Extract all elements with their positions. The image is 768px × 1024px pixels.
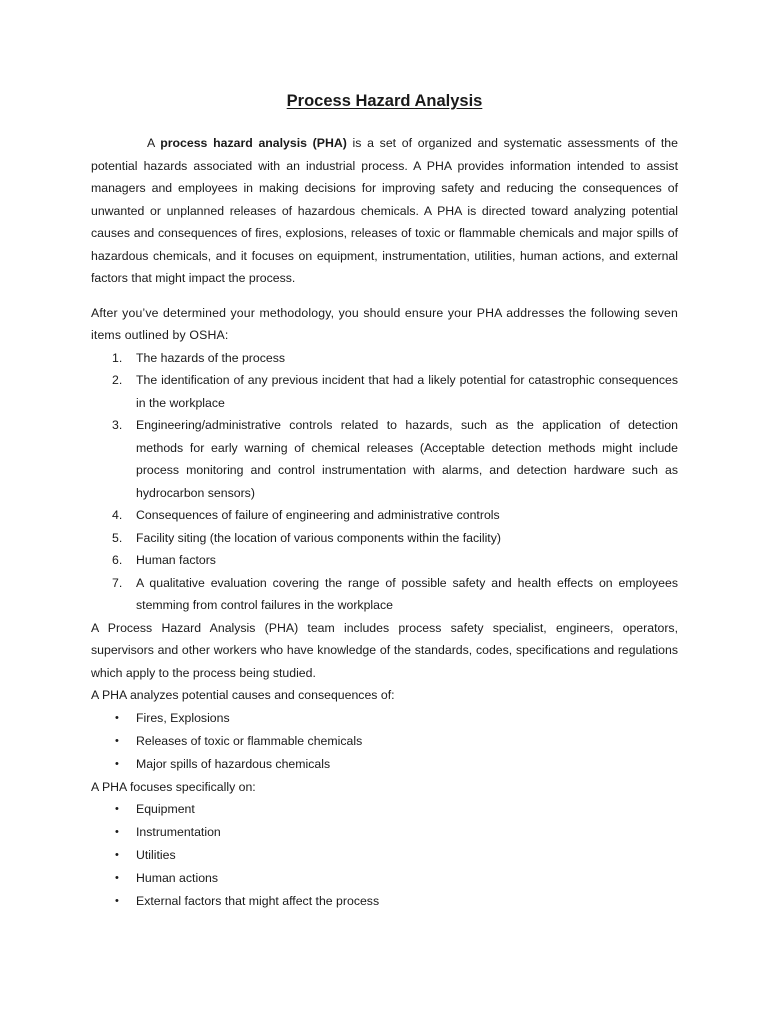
list-item — [91, 504, 678, 527]
list-item-text: Human factors — [136, 553, 216, 567]
list-item-text: Engineering/administrative controls related to hazards, such as the application of detection methods for early warning of chemical releases (Acceptable detection methods might include process monitoring and control instrumentation with alarms, and detection hardware such as hydrocarbon sensors) — [136, 418, 678, 500]
intro-rest: is a set of organized and systematic assessments of the potential hazards associated with an industrial process. A PHA provides information intended to assist managers and employees in making decisions for improving safety and reducing the consequences of unwanted or unplanned releases of hazardous chemicals. A PHA is directed toward analyzing potential causes and consequences of fires, explosions, releases of toxic or flammable chemicals and major spills of hazardous chemicals, and it focuses on equipment, instrumentation, utilities, human actions, and external factors that might impact the process. — [91, 136, 678, 285]
focuses-intro: A PHA focuses specifically on: — [91, 779, 256, 794]
list-item — [91, 369, 678, 414]
analyzes-bullet-list — [91, 707, 678, 776]
team-paragraph: A Process Hazard Analysis (PHA) team includes process safety specialist, engineers, operators, supervisors and other workers who have knowledge of the standards, codes, specifications and regulations which apply to the process being studied. — [91, 620, 678, 680]
intro-paragraph — [91, 132, 678, 290]
bullet-item — [91, 844, 678, 867]
bullet-item-text: Fires, Explosions — [136, 710, 230, 725]
document-title: Process Hazard Analysis — [286, 92, 483, 110]
bullet-icon: • — [115, 803, 119, 815]
bullet-item-text: Major spills of hazardous chemicals — [136, 756, 331, 771]
list-item-text: Consequences of failure of engineering and administrative controls — [136, 508, 500, 522]
list-item-number: 3. — [112, 418, 123, 432]
bullet-item — [91, 753, 678, 776]
bullet-icon: • — [115, 711, 119, 724]
bullet-icon: • — [115, 895, 119, 907]
list-item-text: Facility siting (the location of various components within the facility) — [136, 530, 501, 545]
list-item-number: 5. — [112, 530, 123, 545]
bullet-item — [91, 821, 678, 844]
list-item-text: The identification of any previous incident that had a likely potential for catastrophic consequences in the workplace — [136, 373, 678, 410]
list-item-number: 1. — [112, 350, 123, 365]
bullet-item — [91, 707, 678, 730]
list-item-text: A qualitative evaluation covering the range of possible safety and health effects on employees stemming from control failures in the workplace — [136, 575, 678, 612]
list-item — [91, 347, 678, 370]
bullet-item-text: Releases of toxic or flammable chemicals — [136, 733, 363, 748]
bullet-icon: • — [115, 826, 119, 838]
bullet-item — [91, 890, 678, 913]
list-item — [91, 549, 678, 572]
bullet-icon: • — [115, 757, 119, 770]
bullet-item-text: Equipment — [136, 802, 195, 816]
bullet-item-text: External factors that might affect the process — [136, 894, 380, 908]
bullet-item-text: Instrumentation — [136, 825, 221, 839]
bullet-icon: • — [115, 849, 119, 861]
intro-bold-term: process hazard analysis (PHA) — [160, 136, 347, 150]
list-item-number: 7. — [112, 575, 123, 590]
intro-lead: A — [147, 136, 161, 150]
list-item-number: 6. — [112, 553, 123, 567]
list-item-text: The hazards of the process — [136, 350, 286, 365]
bullet-item — [91, 867, 678, 890]
bullet-item-text: Human actions — [136, 871, 219, 885]
bullet-icon: • — [115, 872, 119, 884]
list-item — [91, 414, 678, 504]
osha-items-list — [91, 347, 678, 617]
bullet-item — [91, 798, 678, 821]
analyzes-intro: A PHA analyzes potential causes and consequences of: — [91, 688, 395, 702]
focuses-bullet-list — [91, 798, 678, 913]
list-item-number: 4. — [112, 508, 123, 522]
methodology-paragraph: After you’ve determined your methodology, you should ensure your PHA addresses the following seven items outlined by OSHA: — [91, 305, 678, 342]
list-item — [91, 572, 678, 617]
bullet-icon: • — [115, 734, 119, 747]
list-item — [91, 527, 678, 550]
bullet-item — [91, 730, 678, 753]
bullet-item-text: Utilities — [136, 848, 176, 862]
list-item-number: 2. — [112, 373, 123, 387]
